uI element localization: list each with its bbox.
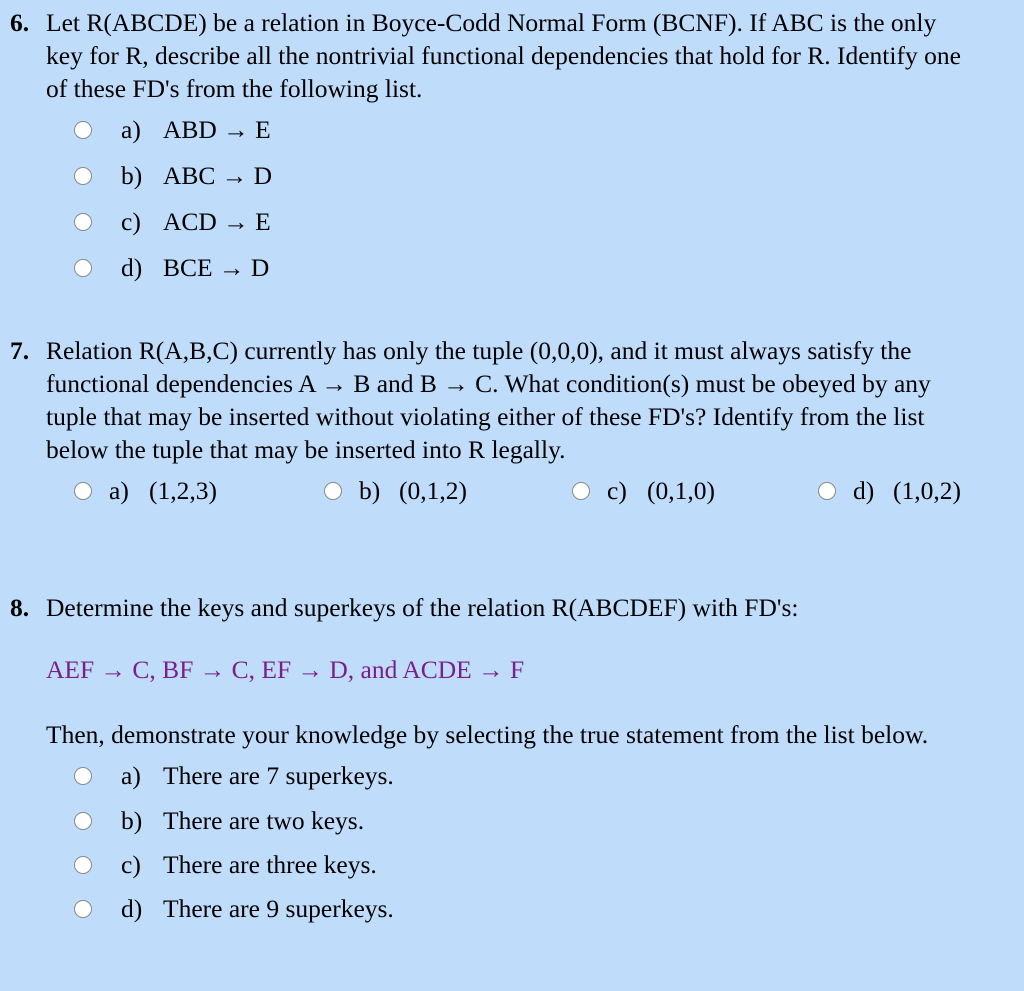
option-letter: c)	[121, 850, 141, 879]
q8-option-a[interactable]	[74, 753, 970, 799]
option-letter: d)	[121, 253, 143, 282]
question-8-number: 8.	[10, 593, 30, 622]
question-8-followup: Then, demonstrate your knowledge by selecting the true statement from the list below.	[46, 720, 929, 749]
question-6-number: 6.	[10, 8, 30, 37]
radio-button[interactable]	[74, 121, 92, 139]
option-letter: c)	[121, 207, 141, 236]
option-text: BCE → D	[163, 253, 270, 282]
option-letter: b)	[121, 161, 143, 190]
option-text: (1,0,2)	[893, 476, 961, 505]
q6-option-b[interactable]	[74, 153, 970, 199]
option-text: ACD → E	[163, 207, 271, 236]
radio-button[interactable]	[74, 482, 92, 500]
radio-button[interactable]	[74, 259, 92, 277]
option-letter: a)	[121, 115, 141, 144]
radio-button[interactable]	[74, 213, 92, 231]
radio-button[interactable]	[74, 167, 92, 185]
question-8-body: Determine the keys and superkeys of the relation R(ABCDEF) with FD's:	[46, 593, 799, 622]
question-7-body: Relation R(A,B,C) currently has only the tuple (0,0,0), and it must always satisfy the functional dependencies A → B and B → C. What condition(s) must be obeyed by any tuple that may be inserted without violating either of these FD's? Identify from the list below the tuple that may be inserted into R legally.	[46, 336, 931, 464]
q6-option-a[interactable]	[74, 107, 970, 153]
option-text: (1,2,3)	[149, 476, 217, 505]
q8-option-b[interactable]	[74, 799, 970, 843]
question-8	[10, 591, 970, 931]
radio-button[interactable]	[74, 856, 92, 874]
radio-button[interactable]	[324, 482, 342, 500]
q7-option-b[interactable]	[324, 476, 467, 506]
q7-option-a[interactable]	[74, 476, 217, 506]
q8-option-d[interactable]	[74, 887, 970, 931]
question-7-options	[10, 470, 970, 510]
question-8-fds: AEF → C, BF → C, EF → D, and ACDE → F	[46, 655, 525, 684]
question-6-options	[10, 107, 970, 291]
option-text: There are three keys.	[163, 850, 377, 879]
radio-button[interactable]	[572, 482, 590, 500]
q8-option-c[interactable]	[74, 843, 970, 887]
radio-button[interactable]	[818, 482, 836, 500]
question-6-text	[10, 6, 970, 105]
option-text: (0,1,2)	[399, 476, 467, 505]
option-letter: b)	[121, 806, 143, 835]
option-letter: d)	[853, 476, 875, 505]
radio-button[interactable]	[74, 767, 92, 785]
q7-option-c[interactable]	[572, 476, 715, 506]
question-7-number: 7.	[10, 336, 30, 365]
option-letter: c)	[607, 476, 627, 505]
option-letter: a)	[121, 761, 141, 790]
option-letter: a)	[109, 476, 129, 505]
question-6	[10, 6, 970, 291]
q7-option-d[interactable]	[818, 476, 961, 506]
q6-option-c[interactable]	[74, 199, 970, 245]
radio-button[interactable]	[74, 900, 92, 918]
option-text: (0,1,0)	[647, 476, 715, 505]
question-8-options	[10, 753, 970, 931]
option-letter: d)	[121, 894, 143, 923]
radio-button[interactable]	[74, 812, 92, 830]
question-7-text	[10, 334, 970, 466]
question-6-body: Let R(ABCDE) be a relation in Boyce-Codd Normal Form (BCNF). If ABC is the only key for R, describe all the nontrivial functional dependencies that hold for R. Identify one of these FD's from the following list.	[46, 8, 961, 103]
option-text: There are two keys.	[163, 806, 365, 835]
option-text: There are 7 superkeys.	[163, 761, 394, 790]
option-text: ABD → E	[163, 115, 271, 144]
option-letter: b)	[359, 476, 381, 505]
option-text: There are 9 superkeys.	[163, 894, 394, 923]
option-text: ABC → D	[163, 161, 273, 190]
q6-option-d[interactable]	[74, 245, 970, 291]
question-7	[10, 334, 970, 510]
question-8-text	[10, 591, 970, 624]
